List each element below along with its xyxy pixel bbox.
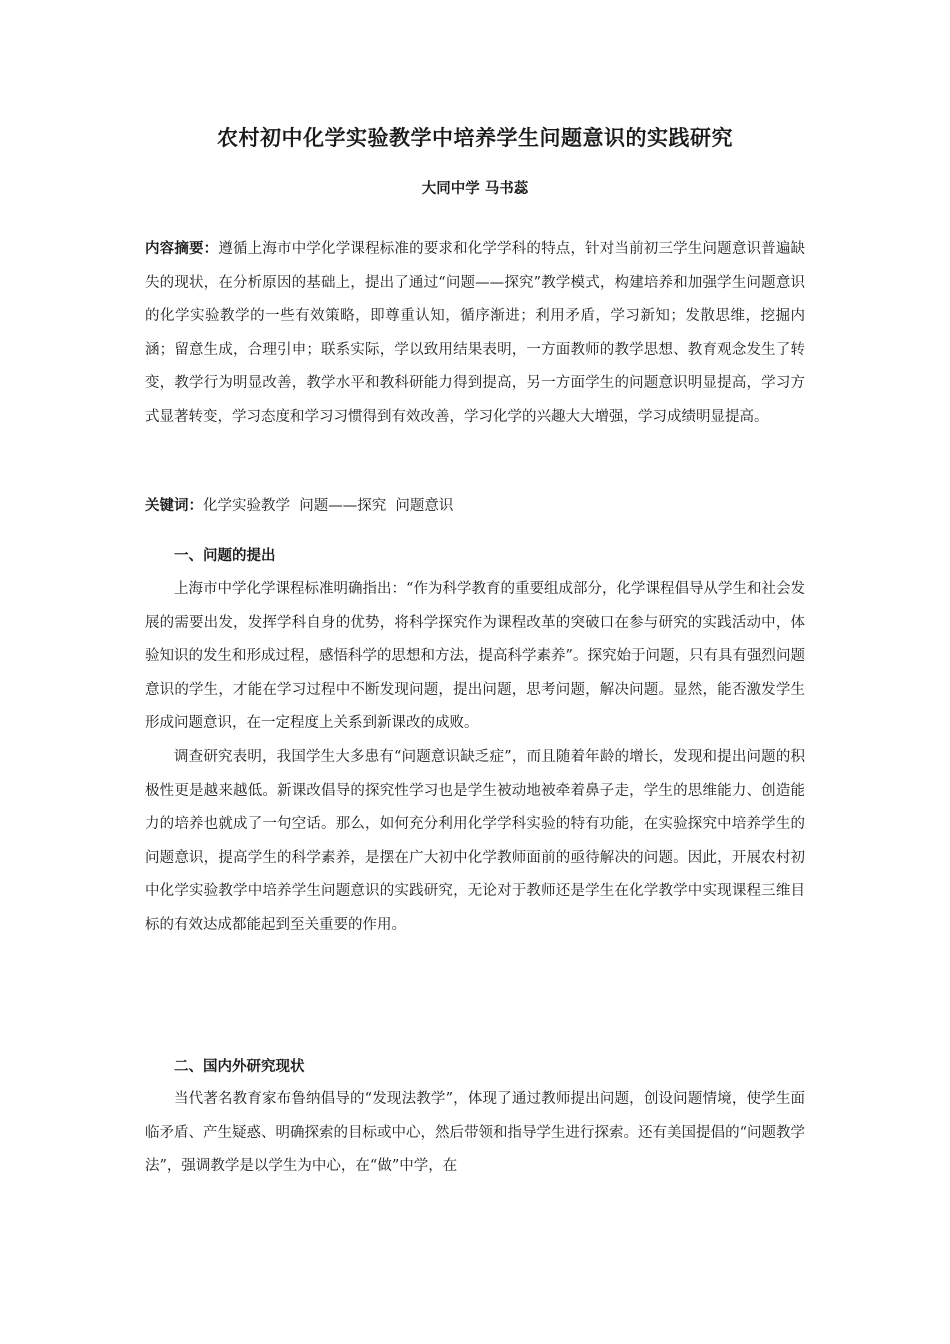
- section-body-2: [145, 1083, 805, 1184]
- document-author: 大同中学 马书蕊: [421, 181, 529, 197]
- keywords-label: 关键词：: [145, 498, 203, 514]
- section1-paragraph-2: 调查研究表明，我国学生大多患有“问题意识缺乏症”，而且随着年龄的增长，发现和提出问题的积极性更是越来越低。新课改倡导的探究性学习也是学生被动地被牵着鼻子走，学生的思维能力、创造能力的培养也就成了一句空话。那么，如何充分利用化学学科实验的特有功能，在实验探究中培养学生的问题意识，提高学生的科学素养，是摆在广大初中化学教师面前的亟待解决的问题。因此，开展农村初中化学实验教学中培养学生问题意识的实践研究，无论对于教师还是学生在化学教学中实现课程三维目标的有效达成都能起到至关重要的作用。: [145, 748, 805, 933]
- abstract-paragraph: [145, 233, 805, 435]
- abstract-text: 遵循上海市中学化学课程标准的要求和化学学科的特点，针对当前初三学生问题意识普遍缺失的现状，在分析原因的基础上，提出了通过“问题——探究”教学模式，构建培养和加强学生问题意识的化学实验教学的一些有效策略，即尊重认知，循序渐进；利用矛盾，学习新知；发散思维，挖掘内涵；留意生成，合理引申；联系实际，学以致用结果表明，一方面教师的教学思想、教育观念发生了转变，教学行为明显改善，教学水平和教科研能力得到提高，另一方面学生的问题意识明显提高，学习方式显著转变，学习态度和学习习惯得到有效改善，学习化学的兴趣大大增强，学习成绩明显提高。: [145, 241, 806, 425]
- abstract-label: 内容摘要：: [145, 241, 219, 257]
- keywords-block: [145, 490, 805, 524]
- section-heading-1: 一、问题的提出: [174, 548, 276, 564]
- keywords-text: 化学实验教学 问题——探究 问题意识: [203, 498, 454, 514]
- abstract-block: [145, 233, 805, 435]
- section-heading-2: 二、国内外研究现状: [174, 1059, 305, 1075]
- document-title: 农村初中化学实验教学中培养学生问题意识的实践研究: [217, 126, 733, 150]
- section-body-1: [145, 573, 805, 943]
- section1-paragraph-1: 上海市中学化学课程标准明确指出：“作为科学教育的重要组成部分，化学课程倡导从学生和社会发展的需要出发，发挥学科自身的优势，将科学探究作为课程改革的突破口在参与研究的实践活动中，体验知识的发生和形成过程，感悟科学的思想和方法，提高科学素养”。探究始于问题，只有具有强烈问题意识的学生，才能在学习过程中不断发现问题，提出问题，思考问题，解决问题。显然，能否激发学生形成问题意识，在一定程度上关系到新课改的成败。: [145, 581, 805, 732]
- section2-paragraph-1: 当代著名教育家布鲁纳倡导的“发现法教学”，体现了通过教师提出问题，创设问题情境，使学生面临矛盾、产生疑惑、明确探索的目标或中心，然后带领和指导学生进行探索。还有美国提倡的“问题教学法”，强调教学是以学生为中心，在“做”中学，在: [145, 1091, 805, 1175]
